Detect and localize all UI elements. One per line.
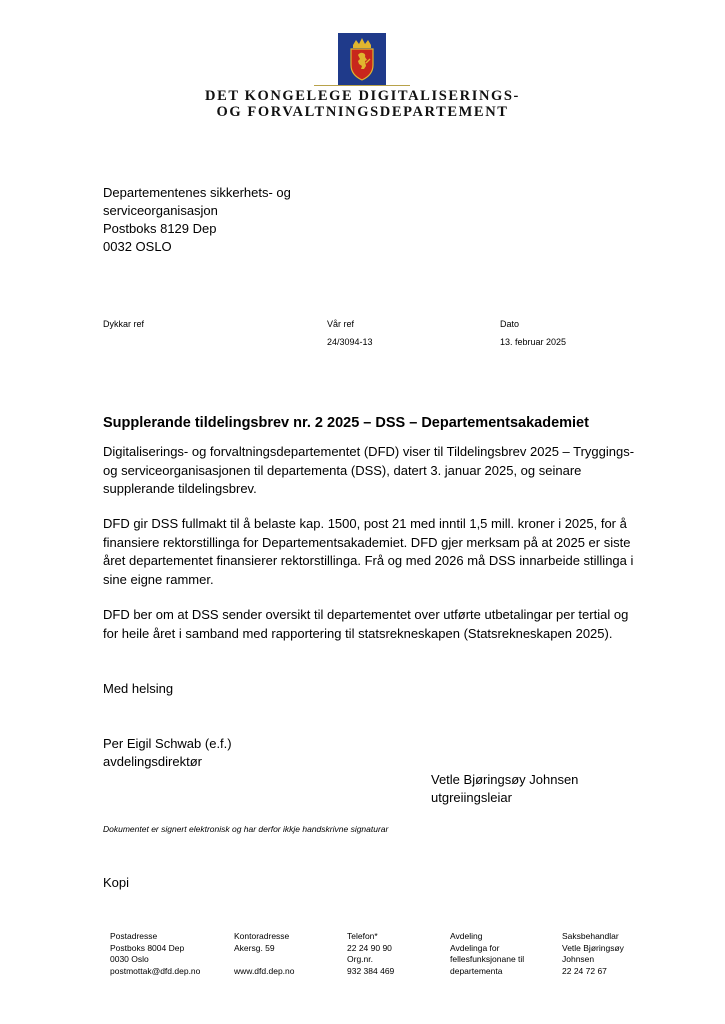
- greeting: Med helsing: [103, 681, 174, 696]
- signature-note: Dokumentet er signert elektronisk og har derfor ikkje handskrivne signaturar: [103, 824, 389, 834]
- signer1-name: Per Eigil Schwab (e.f.): [103, 736, 232, 751]
- recipient-address: [103, 184, 291, 256]
- footer-line: fellesfunksjonane til: [450, 954, 525, 964]
- footer-heading: Telefon*: [347, 931, 378, 941]
- footer-heading: Postadresse: [110, 931, 158, 941]
- paragraph-line: sine eigne rammer.: [103, 571, 214, 587]
- paragraph-line: DFD ber om at DSS sender oversikt til departementet over utførte utbetalingar per tertial og: [103, 607, 629, 622]
- footer-line: Johnsen: [562, 954, 595, 964]
- recipient-line: 0032 OSLO: [103, 239, 172, 254]
- signer2-name: Vetle Bjøringsøy Johnsen: [431, 772, 579, 787]
- footer-heading: Avdeling: [450, 931, 483, 941]
- paragraph-2: [103, 515, 663, 589]
- footer-line: 22 24 90 90: [347, 942, 392, 953]
- paragraph-1: [103, 443, 663, 499]
- footer-saksbehandlar: [562, 931, 624, 977]
- footer-kontoradresse: [234, 931, 294, 977]
- var-ref-label: Vår ref: [327, 319, 355, 329]
- date-label: Dato: [500, 319, 520, 329]
- recipient-line: Postboks 8129 Dep: [103, 221, 217, 236]
- ministry-name-line1: DET KONGELEGE DIGITALISERINGS-: [205, 88, 520, 104]
- letter-title: Supplerande tildelingsbrev nr. 2 2025 – DSS – Departementsakademiet: [103, 415, 589, 431]
- footer-avdeling: [450, 931, 524, 977]
- footer-line: 22 24 72 67: [562, 965, 607, 976]
- paragraph-line: DFD gir DSS fullmakt til å belaste kap. 1500, post 21 med inntil 1,5 mill. kroner i 2025, for å: [103, 516, 627, 531]
- footer-telefon: [347, 931, 394, 977]
- signer2-title: utgreiingsleiar: [431, 790, 512, 805]
- paragraph-line: Digitaliserings- og forvaltningsdepartementet (DFD) viser til Tildelingsbrev 2025 – Tryggings-: [103, 444, 635, 459]
- footer-email-link[interactable]: postmottak@dfd.dep.no: [110, 965, 201, 976]
- footer-line: departementa: [450, 965, 503, 976]
- paragraph-line: for heile året i samband med rapportering til statsrekneskapen (Statsrekneskapen 2025).: [103, 625, 613, 641]
- footer-heading: Kontoradresse: [234, 931, 290, 941]
- date-value: 13. februar 2025: [500, 337, 567, 347]
- footer-line: Org.nr.: [347, 954, 373, 964]
- ministry-name-line2: OG FORVALTNINGSDEPARTEMENT: [216, 104, 509, 120]
- footer-line: 932 384 469: [347, 965, 395, 976]
- paragraph-line: og serviceorganisasjonen til departementa (DSS), datert 3. januar 2025, og seinare: [103, 462, 582, 478]
- footer-line: Vetle Bjøringsøy: [562, 942, 624, 953]
- header-rule: [314, 85, 410, 86]
- paragraph-line: året departementet finansierer rektorstillinga. Frå og med 2026 må DSS innarbeide stillinga i: [103, 553, 634, 568]
- paragraph-3: [103, 606, 663, 643]
- paragraph-line: supplerande tildelingsbrev.: [103, 481, 257, 496]
- var-ref-value: 24/3094-13: [327, 337, 373, 347]
- coat-of-arms-icon: [338, 33, 386, 85]
- footer-line: Avdelinga for: [450, 942, 500, 953]
- footer-line: Akersg. 59: [234, 942, 275, 953]
- footer-line: [234, 954, 294, 966]
- signer1-title: avdelingsdirektør: [103, 754, 202, 769]
- recipient-line: serviceorganisasjon: [103, 203, 218, 218]
- dykkar-ref-label: Dykkar ref: [103, 319, 145, 329]
- recipient-line: Departementenes sikkerhets- og: [103, 185, 291, 200]
- footer-website-link[interactable]: www.dfd.dep.no: [234, 965, 295, 976]
- footer-line: 0030 Oslo: [110, 954, 149, 964]
- paragraph-line: finansiere rektorstillinga for Departementsakademiet. DFD gjer merksam på at 2025 er siste: [103, 534, 631, 550]
- footer-line: Postboks 8004 Dep: [110, 942, 185, 953]
- footer-postadresse: [110, 931, 200, 977]
- kopi-label: Kopi: [103, 875, 130, 890]
- footer-heading: Saksbehandlar: [562, 931, 619, 941]
